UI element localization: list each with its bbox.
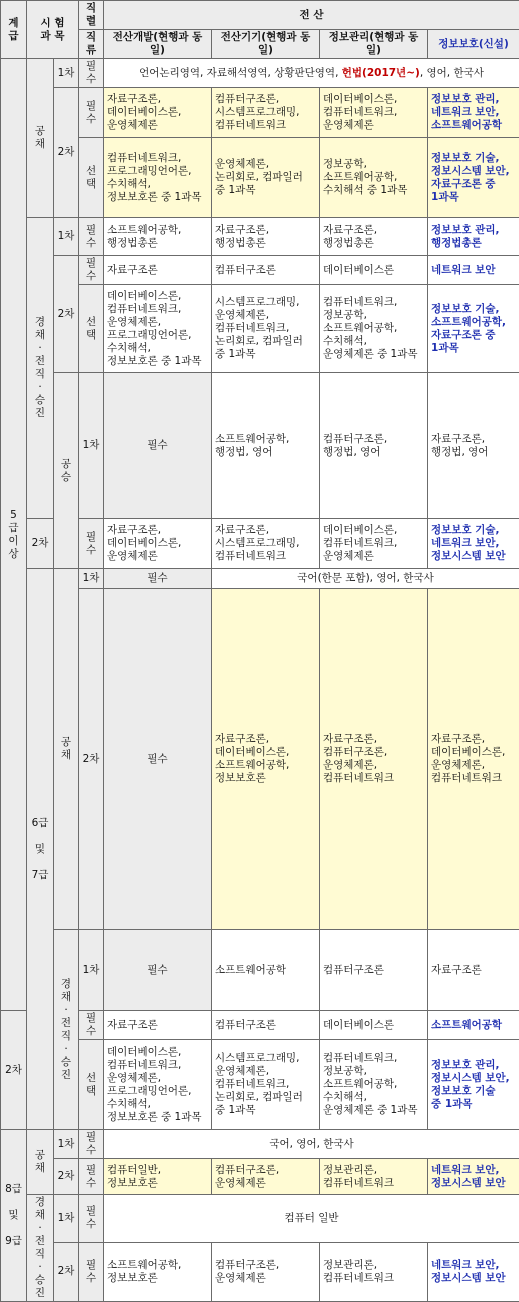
s6-r4-mgmt: 데이터베이스론 (320, 1011, 428, 1040)
s8-r1-kind: 필수 (79, 1130, 104, 1159)
s5-r7-round: 1차 (79, 373, 104, 519)
s5-r3-kind: 선택 (79, 138, 104, 218)
s6-r5-kind: 선택 (79, 1040, 104, 1130)
s5-r2-mgmt: 데이터베이스론, 컴퓨터네트워크, 운영체제론 (320, 88, 428, 138)
header-grade: 계급 (1, 1, 27, 59)
s6-r5-machine: 시스템프로그래밍, 운영체제론, 컴퓨터네트워크, 논리회로, 컴파일러 중 1과목 (212, 1040, 320, 1130)
s6-r4-machine: 컴퓨터구조론 (212, 1011, 320, 1040)
col-header-security: 정보보호(신설) (428, 30, 519, 59)
s5-r8-sec: 정보보호 기술, 네트워크 보안, 정보시스템 보안 (428, 519, 519, 569)
s5-r8-kind: 필수 (79, 519, 104, 569)
s8-gongchae-label: 공채 (27, 1130, 54, 1195)
s6-r1-subjects: 국어(한문 포함), 영어, 한국사 (212, 569, 519, 589)
header-jeonsan: 전 산 (104, 1, 519, 30)
s6-gyeong-label: 경채 · 전직 · 승진 (54, 930, 79, 1130)
s6-r2-round: 2차 (79, 589, 104, 930)
col-header-info-mgmt: 정보관리(현행과 동일) (320, 30, 428, 59)
s5-r5-kind: 필수 (79, 256, 104, 285)
s5-r7-dev: 소프트웨어공학, 행정법, 영어 (212, 373, 320, 519)
s5-r5-round: 2차 (54, 256, 79, 373)
s6-r2-machine: 자료구조론, 컴퓨터구조론, 운영체제론, 컴퓨터네트워크 (320, 589, 428, 930)
s5-r4-mgmt: 자료구조론, 행정법총론 (320, 218, 428, 256)
s5-r7-machine: 컴퓨터구조론, 행정법, 영어 (320, 373, 428, 519)
s8-r3-subjects: 컴퓨터 일반 (104, 1195, 519, 1243)
s8-r4-machine: 컴퓨터구조론, 운영체제론 (212, 1242, 320, 1301)
header-subtype: 직류 (79, 30, 104, 59)
s5-gongseung-label: 공승 (54, 373, 79, 569)
s5-r6-dev: 데이터베이스론, 컴퓨터네트워크, 운영체제론, 프로그래밍언어론, 수치해석, 정보보호론 중 1과목 (104, 285, 212, 373)
s6-r4-dev: 자료구조론 (104, 1011, 212, 1040)
s8-r2-mgmt: 정보관리론, 컴퓨터네트워크 (320, 1159, 428, 1195)
col-header-dev: 전산개발(현행과 동일) (104, 30, 212, 59)
s8-r2-sec: 네트워크 보안, 정보시스템 보안 (428, 1159, 519, 1195)
s8-r4-sec: 네트워크 보안, 정보시스템 보안 (428, 1242, 519, 1301)
s5-r5-mgmt: 데이터베이스론 (320, 256, 428, 285)
s6-r5-mgmt: 컴퓨터네트워크, 정보공학, 소프트웨어공학, 수치해석, 운영체제론 중 1과목 (320, 1040, 428, 1130)
s6-r3-mgmt: 자료구조론 (428, 930, 519, 1011)
s6-r5-sec: 정보보호 관리, 정보시스템 보안, 정보보호 기술 중 1과목 (428, 1040, 519, 1130)
s6-r3-dev: 소프트웨어공학 (212, 930, 320, 1011)
s5-r2-kind: 필수 (79, 88, 104, 138)
s5-r2-dev: 자료구조론, 데이터베이스론, 운영체제론 (104, 88, 212, 138)
s8-r4-mgmt: 정보관리론, 컴퓨터네트워크 (320, 1242, 428, 1301)
s5-r4-dev: 소프트웨어공학, 행정법총론 (104, 218, 212, 256)
s8-r4-dev: 소프트웨어공학, 정보보호론 (104, 1242, 212, 1301)
s5-r8-mgmt: 데이터베이스론, 컴퓨터네트워크, 운영체제론 (320, 519, 428, 569)
s5-r6-sec: 정보보호 기술, 소프트웨어공학, 자료구조론 중 1과목 (428, 285, 519, 373)
s5-r1-round: 1차 (54, 59, 79, 88)
s6-r4-sec: 소프트웨어공학 (428, 1011, 519, 1040)
s6-r4-round: 2차 (1, 1011, 27, 1130)
s6-r1-round: 1차 (79, 569, 104, 589)
s6-r3-kind: 필수 (104, 930, 212, 1011)
s5-r4-kind: 필수 (79, 218, 104, 256)
s6-r2-dev: 자료구조론, 데이터베이스론, 소프트웨어공학, 정보보호론 (212, 589, 320, 930)
s5-r6-machine: 시스템프로그래밍, 운영체제론, 컴퓨터네트워크, 논리회로, 컴파일러 중 1과목 (212, 285, 320, 373)
header-series: 직렬 (79, 1, 104, 30)
grade-6-7: 6급 및 7급 (27, 569, 54, 1130)
s5-r4-round: 1차 (54, 218, 79, 256)
s5-r8-round: 2차 (27, 519, 54, 569)
s5-r6-mgmt: 컴퓨터네트워크, 정보공학, 소프트웨어공학, 수치해석, 운영체제론 중 1과목 (320, 285, 428, 373)
s5-r7-kind: 필수 (104, 373, 212, 519)
s6-r5-dev: 데이터베이스론, 컴퓨터네트워크, 운영체제론, 프로그래밍언어론, 수치해석, 정보보호론 중 1과목 (104, 1040, 212, 1130)
s5-r7-mgmt: 자료구조론, 행정법, 영어 (428, 373, 519, 519)
s5-r1-kind: 필수 (79, 59, 104, 88)
s8-r2-round: 2차 (54, 1159, 79, 1195)
s5-r3-dev: 컴퓨터네트워크, 프로그래밍언어론, 수치해석, 정보보호론 중 1과목 (104, 138, 212, 218)
s8-r2-machine: 컴퓨터구조론, 운영체제론 (212, 1159, 320, 1195)
s6-r2-mgmt: 자료구조론, 데이터베이스론, 운영체제론, 컴퓨터네트워크 (428, 589, 519, 930)
s6-r3-round: 1차 (79, 930, 104, 1011)
s5-gyeong-label: 경채 · 전직 · 승진 (27, 218, 54, 519)
s5-r5-dev: 자료구조론 (104, 256, 212, 285)
grade-5: 5 급 이상 (1, 59, 27, 1011)
s5-r5-machine: 컴퓨터구조론 (212, 256, 320, 285)
s6-r2-kind: 필수 (104, 589, 212, 930)
s8-r4-kind: 필수 (79, 1242, 104, 1301)
s8-r3-round: 1차 (54, 1195, 79, 1243)
s5-r8-machine: 자료구조론, 시스템프로그래밍, 컴퓨터네트워크 (212, 519, 320, 569)
s5-r3-mgmt: 정보공학, 소프트웨어공학, 수치해석 중 1과목 (320, 138, 428, 218)
s5-r5-sec: 네트워크 보안 (428, 256, 519, 285)
s6-r4-kind: 필수 (79, 1011, 104, 1040)
s8-r1-subjects: 국어, 영어, 한국사 (104, 1130, 519, 1159)
s5-r2-sec: 정보보호 관리, 네트워크 보안, 소프트웨어공학 (428, 88, 519, 138)
grade-8-9: 8급 및 9급 (1, 1130, 27, 1302)
col-header-machine: 전산기기(현행과 동일) (212, 30, 320, 59)
header-exam-subject: 시 험 과 목 (27, 1, 79, 59)
s5-gongchae-label: 공채 (27, 59, 54, 218)
s5-r8-dev: 자료구조론, 데이터베이스론, 운영체제론 (104, 519, 212, 569)
s5-r6-kind: 선택 (79, 285, 104, 373)
s8-r2-kind: 필수 (79, 1159, 104, 1195)
s5-r2-machine: 컴퓨터구조론, 시스템프로그래밍, 컴퓨터네트워크 (212, 88, 320, 138)
s8-r1-round: 1차 (54, 1130, 79, 1159)
s5-r4-machine: 자료구조론, 행정법총론 (212, 218, 320, 256)
s8-r4-round: 2차 (54, 1242, 79, 1301)
s5-r3-machine: 운영체제론, 논리회로, 컴파일러 중 1과목 (212, 138, 320, 218)
s5-r2-round: 2차 (54, 88, 79, 218)
s5-r1-subjects: 언어논리영역, 자료해석영역, 상황판단영역, 헌법(2017년~), 영어, 한국사 (104, 59, 519, 88)
s8-r3-kind: 필수 (79, 1195, 104, 1243)
s8-r2-dev: 컴퓨터일반, 정보보호론 (104, 1159, 212, 1195)
s5-r3-sec: 정보보호 기술, 정보시스템 보안, 자료구조론 중 1과목 (428, 138, 519, 218)
s6-r1-kind: 필수 (104, 569, 212, 589)
s8-gyeong-label: 경채 · 전직 · 승진 (27, 1195, 54, 1302)
s6-gongchae-label: 공채 (54, 569, 79, 930)
s5-r4-sec: 정보보호 관리, 행정법총론 (428, 218, 519, 256)
s6-r3-machine: 컴퓨터구조론 (320, 930, 428, 1011)
